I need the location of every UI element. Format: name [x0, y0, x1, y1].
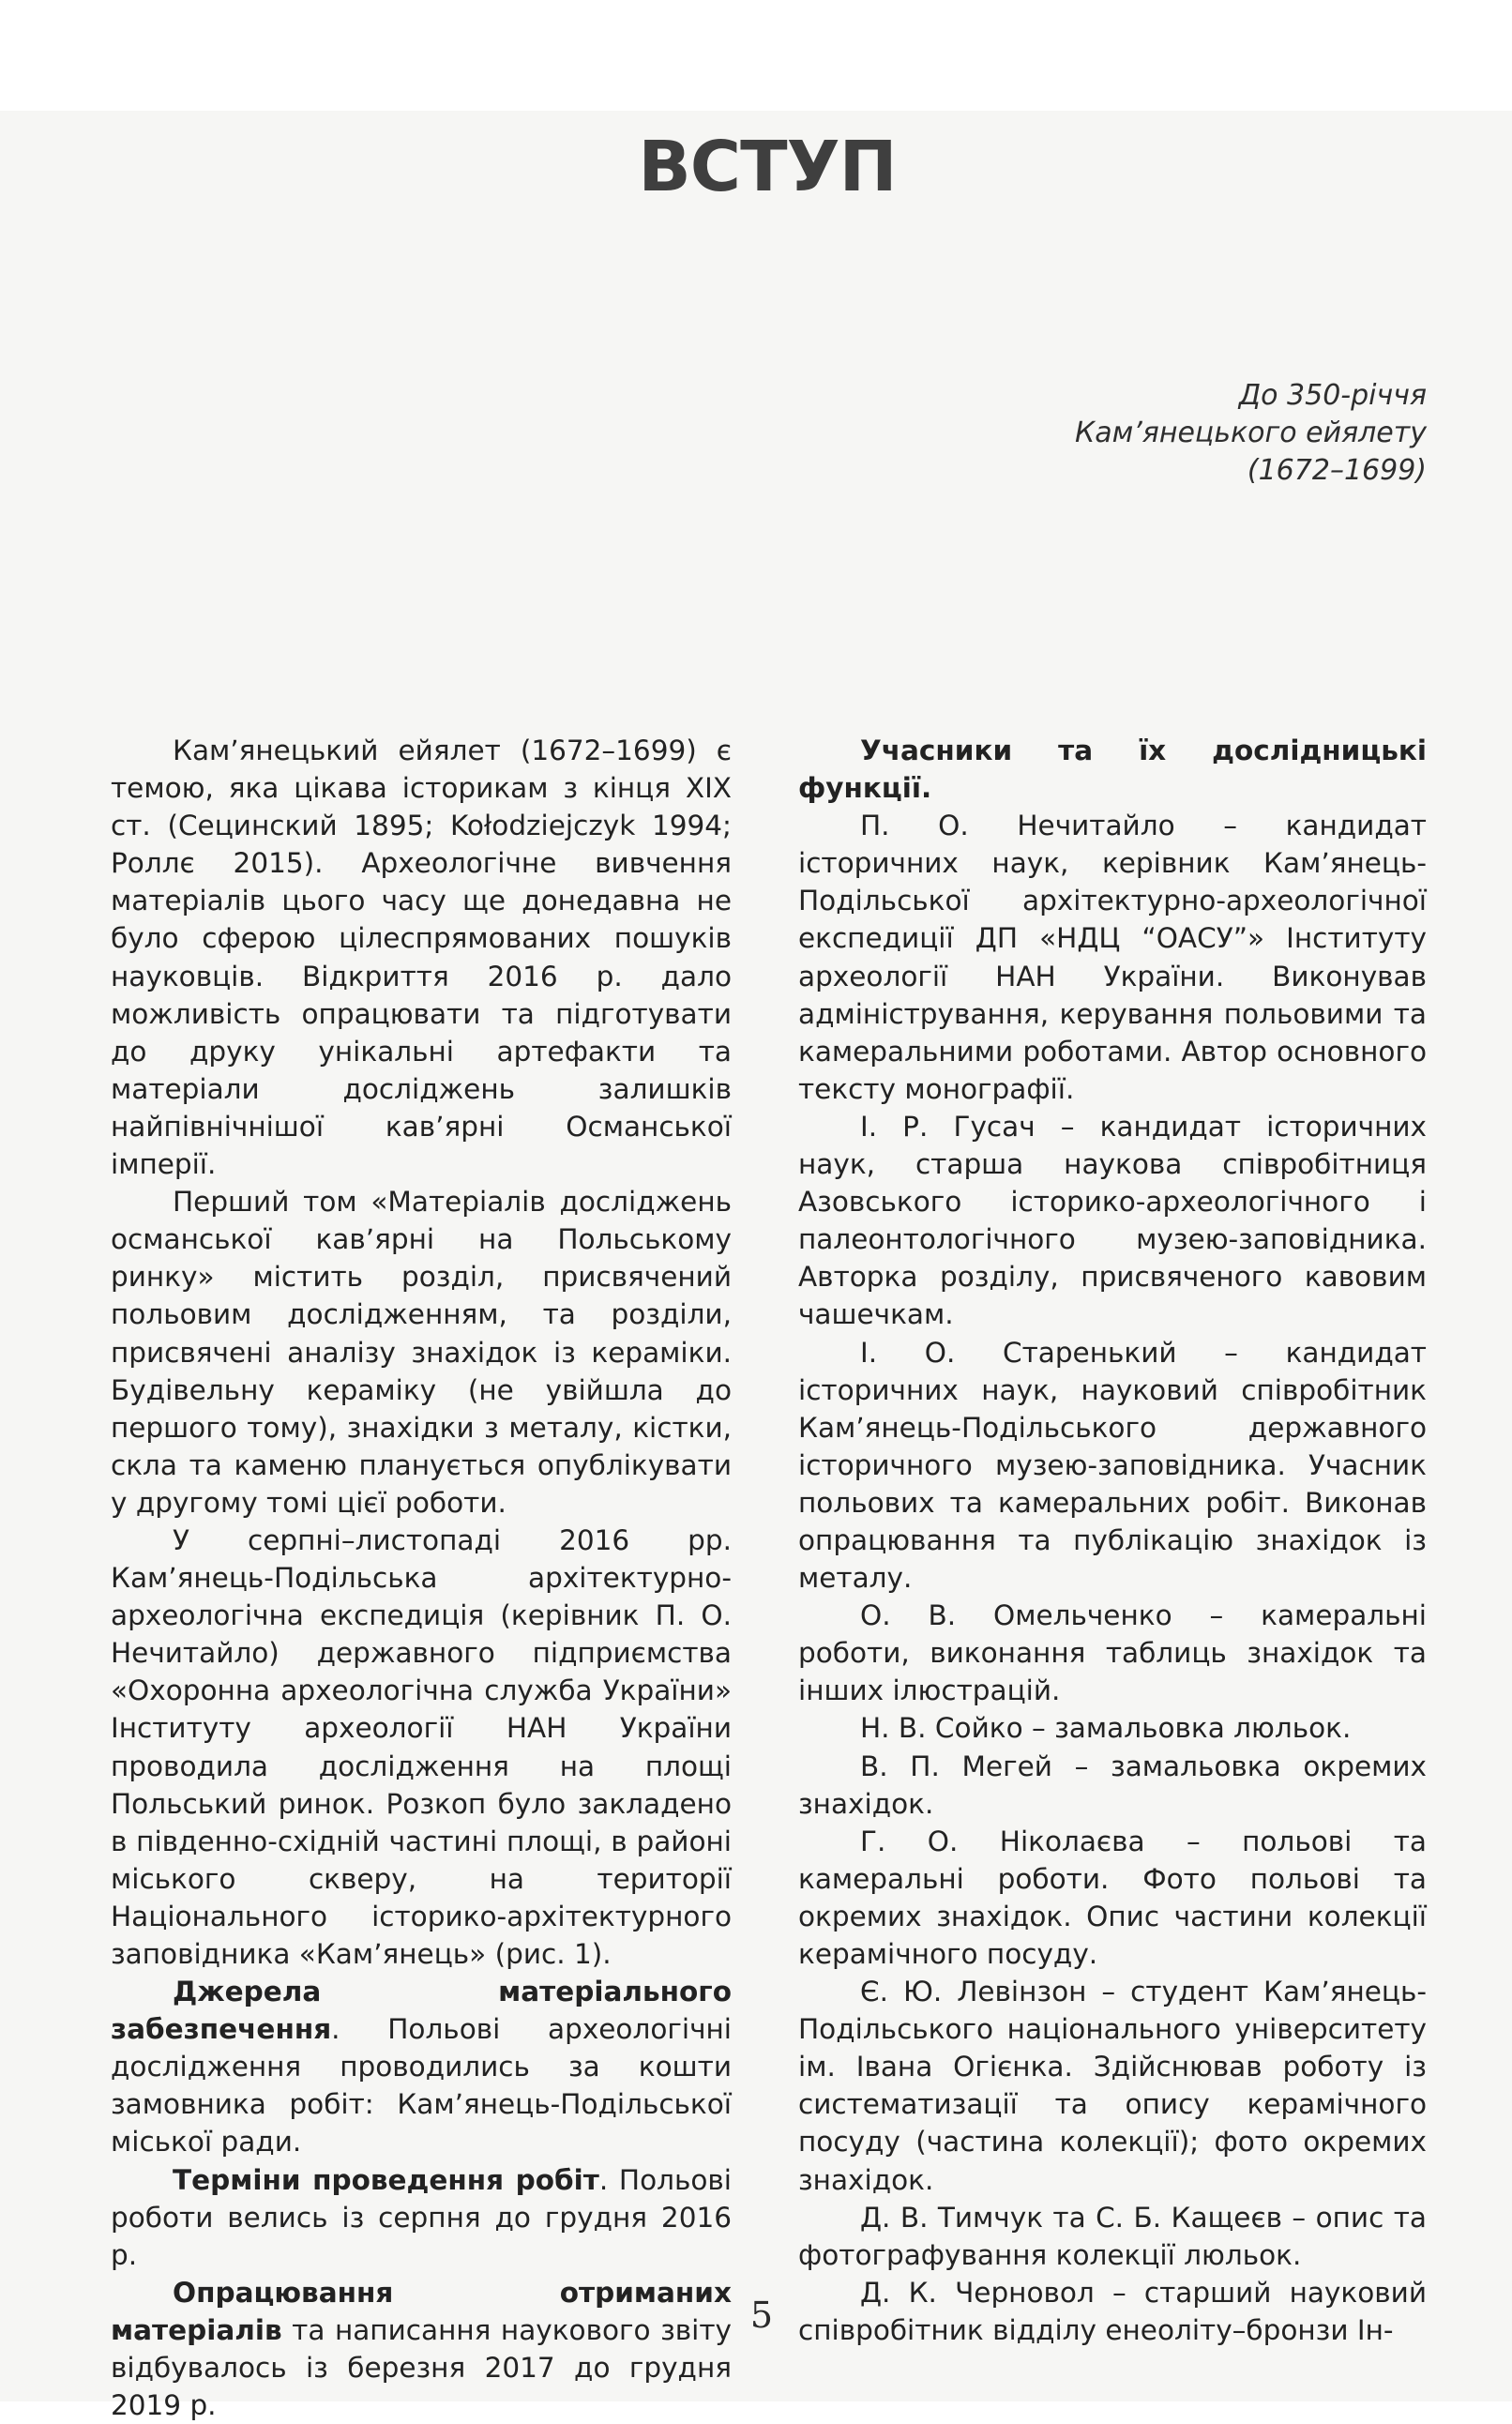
paragraph: Кам’янецький ейялет (1672–1699) є темою, яка цікава історикам з кінця XIX ст. (Сецинский 1895; Kołodziejczyk 1994; Роллє 2015). Археологічне вивчення матеріалів цього часу ще донедавна не було сферою цілеспрямованих пошуків науковців. Відкриття 2016 р. дало можливість опрацювати та підготувати до друку унікальні артефакти та матеріали досліджень залишків найпівнічнішої кав’ярні Османської імперії. [111, 735, 732, 1181]
paragraph-lead: Джерела матеріального забезпечення [111, 1976, 732, 2046]
participant-entry: Д. В. Тимчук та С. Б. Кащеєв – опис та фотографування колекції люльок. [798, 2201, 1427, 2271]
participant-entry: О. В. Омельченко – камеральні роботи, виконання таблиць знахідок та інших ілюстрацій. [798, 1599, 1427, 1707]
page-title: ВСТУП [638, 127, 897, 207]
left-column [111, 732, 732, 2424]
paragraph [111, 1973, 732, 2160]
paragraph: Перший том «Матеріалів досліджень османської кав’ярні на Польському ринку» містить розділ, присвячений польовим дослідженням, та розділи, присвячені аналізу знахідок із кераміки. Будівельну кераміку (не увійшла до першого тому), знахідки з металу, кістки, скла та каменю планується опублікувати у другому томі цієї роботи. [111, 1186, 732, 1519]
participant-entry: Н. В. Сойко – замальовка люльок. [860, 1712, 1352, 1745]
participant-entry: В. П. Мегей – замальовка окремих знахідок. [798, 1750, 1427, 1820]
epigraph-line: До 350-річчя [1238, 379, 1427, 412]
paragraph-text: . Польові археологічні дослідження проводились за кошти замовника робіт: Кам’янець-Подільської міської ради. [111, 2013, 732, 2159]
right-column [798, 732, 1427, 2349]
participant-entry: І. Р. Гусач – кандидат історичних наук, старша наукова співробітниця Азовського історико-археологічного і палеонтологічного музею-заповідника. Авторка розділу, присвяченого кавовим чашечкам. [798, 1110, 1427, 1331]
participant-entry: П. О. Нечитайло – кандидат історичних наук, керівник Кам’янець-Подільської архітектурно-археологічної експедиції ДП «НДЦ “ОАСУ”» Інституту археології НАН України. Виконував адміністрування, керування польовими та камеральними роботами. Автор основного тексту монографії. [798, 810, 1427, 1105]
paragraph-text: . Польові роботи велись із серпня до грудня 2016 р. [111, 2163, 732, 2271]
epigraph-line: Кам’янецького ейялету [1074, 417, 1427, 449]
paragraph-text: та написання наукового звіту відбувалось із березня 2017 до грудня 2019 р. [111, 2313, 732, 2422]
page-number: 5 [749, 2295, 774, 2336]
section-heading: Учасники та їх дослідницькі функції. [798, 735, 1427, 805]
participant-entry: І. О. Старенький – кандидат історичних наук, науковий співробітник Кам’янець-Подільського державного історичного музею-заповідника. Учасник польових та камеральних робіт. Виконав опрацювання та публікацію знахідок із металу. [798, 1336, 1427, 1595]
paragraph-lead: Терміни проведення робіт [173, 2163, 599, 2196]
participant-entry: Д. К. Черновол – старший науковий співробітник відділу енеоліту–бронзи Ін- [798, 2276, 1427, 2346]
paragraph-lead: Опрацювання отриманих матеріалів [111, 2276, 732, 2346]
epigraph-line: (1672–1699) [1247, 454, 1427, 487]
participant-entry: Є. Ю. Левінзон – студент Кам’янець-Подільського національного університету ім. Івана Огієнка. Здійснював роботу із систематизації та опису керамічного посуду (частина колекції); фото окремих знахідок. [798, 1976, 1427, 2196]
participant-entry: Г. О. Ніколаєва – польові та камеральні роботи. Фото польові та окремих знахідок. Опис частини колекції керамічного посуду. [798, 1825, 1427, 1970]
paragraph [111, 2161, 732, 2274]
paragraph: У серпні–листопаді 2016 рр. Кам’янець-Подільська архітектурно-археологічна експедиція (керівник П. О. Нечитайло) державного підприємства «Охоронна археологічна служба України» Інституту археології НАН України проводила дослідження на площі Польський ринок. Розкоп було закладено в південно-східній частині площі, в районі міського скверу, на території Національного історико-архітектурного заповідника «Кам’янець» (рис. 1). [111, 1523, 732, 1970]
epigraph [864, 377, 1427, 490]
